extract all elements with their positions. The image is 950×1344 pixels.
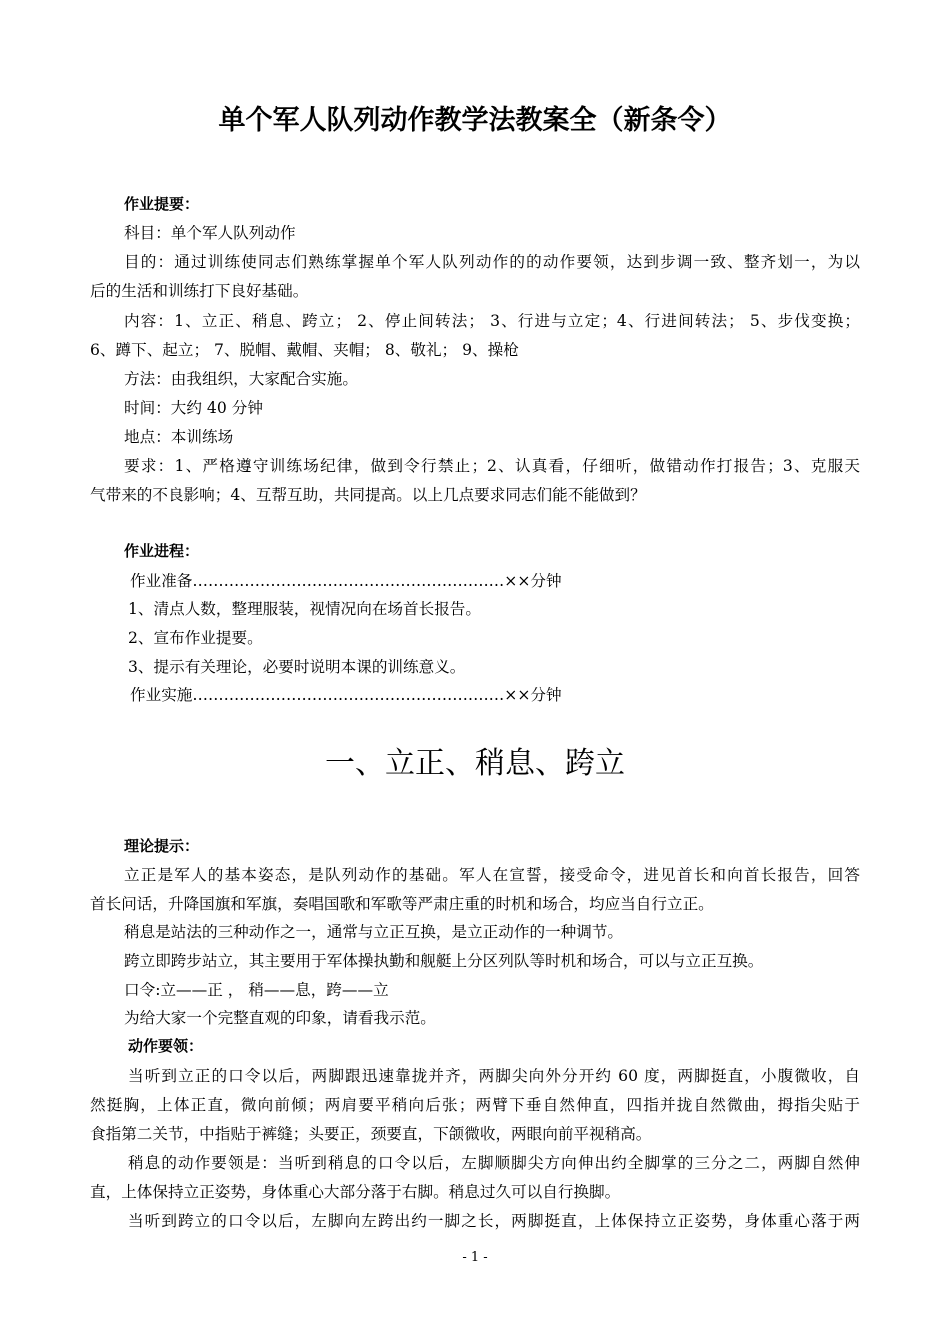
process-step-2: 2、宣布作业提要。 [128, 629, 263, 647]
summary-content-line1: 内容：1、立正、稍息、跨立； 2、停止间转法； 3、行进与立定；4、行进间转法； 5、步伐变换； [124, 312, 860, 330]
essentials-heading: 动作要领： [128, 1037, 204, 1055]
process-step-3: 3、提示有关理论，必要时说明本课的训练意义。 [128, 658, 466, 676]
essentials-para3-line1: 当听到跨立的口令以后，左脚向左跨出约一脚之长，两脚挺直，上体保持立正姿势，身体重心落于两 [128, 1212, 860, 1230]
demo-text: 为给大家一个完整直观的印象，请看我示范。 [124, 1009, 436, 1027]
theory-heading: 理论提示： [124, 837, 200, 855]
theory-para3: 跨立即跨步站立，其主要用于军体操执勤和舰艇上分区列队等时机和场合，可以与立正互换。 [124, 952, 764, 970]
summary-purpose-line1: 目的：通过训练使同志们熟练掌握单个军人队列动作的的动作要领，达到步调一致、整齐划一，为以 [124, 253, 860, 271]
summary-content-line2: 6、蹲下、起立； 7、脱帽、戴帽、夹帽； 8、敬礼； 9、操枪 [90, 341, 519, 359]
process-implementation: 作业实施……………………………………………………××分钟 [130, 686, 562, 704]
summary-time: 时间：大约 40 分钟 [124, 399, 263, 417]
command-text: 口令:立——正 ， 稍——息，跨——立 [124, 981, 389, 999]
section-heading: 一、立正、稍息、跨立 [325, 746, 625, 781]
essentials-para2-line1: 稍息的动作要领是：当听到稍息的口令以后，左脚顺脚尖方向伸出约全脚掌的三分之二，两脚自然伸 [128, 1154, 860, 1172]
summary-requirements-line2: 气带来的不良影响；4、互帮互助，共同提高。以上几点要求同志们能不能做到？ [90, 486, 646, 504]
essentials-para1-line3: 食指第二关节，中指贴于裤缝；头要正，颈要直，下颌微收，两眼向前平视稍高。 [90, 1125, 652, 1143]
theory-para1-line1: 立正是军人的基本姿态，是队列动作的基础。军人在宣誓，接受命令，进见首长和向首长报告，回答 [124, 866, 860, 884]
essentials-para1-line1: 当听到立正的口令以后，两脚跟迅速靠拢并齐，两脚尖向外分开约 60 度，两脚挺直，小腹微收，自 [128, 1067, 860, 1085]
summary-requirements-line1: 要求：1、严格遵守训练场纪律，做到令行禁止；2、认真看，仔细听，做错动作打报告；3、克服天 [124, 457, 860, 475]
process-step-1: 1、清点人数，整理服装，视情况向在场首长报告。 [128, 600, 481, 618]
summary-place: 地点：本训练场 [124, 428, 234, 446]
summary-method: 方法：由我组织，大家配合实施。 [124, 370, 358, 388]
document-title: 单个军人队列动作教学法教案全（新条令） [218, 105, 732, 136]
process-heading: 作业进程： [124, 542, 200, 560]
process-preparation: 作业准备……………………………………………………××分钟 [130, 572, 562, 590]
summary-subject: 科目：单个军人队列动作 [124, 224, 296, 242]
essentials-para1-line2: 然挺胸，上体正直，微向前倾；两肩要平稍向后张；两臂下垂自然伸直，四指并拢自然微曲，拇指尖贴于 [90, 1096, 860, 1114]
page-number: - 1 - [462, 1250, 488, 1265]
essentials-para2-line2: 直，上体保持立正姿势，身体重心大部分落于右脚。稍息过久可以自行换脚。 [90, 1183, 621, 1201]
theory-para2: 稍息是站法的三种动作之一，通常与立正互换，是立正动作的一种调节。 [124, 923, 624, 941]
theory-para1-line2: 首长问话，升降国旗和军旗，奏唱国歌和军歌等严肃庄重的时机和场合，均应当自行立正。 [90, 895, 714, 913]
summary-purpose-line2: 后的生活和训练打下良好基础。 [90, 282, 309, 300]
summary-heading: 作业提要： [124, 195, 200, 213]
